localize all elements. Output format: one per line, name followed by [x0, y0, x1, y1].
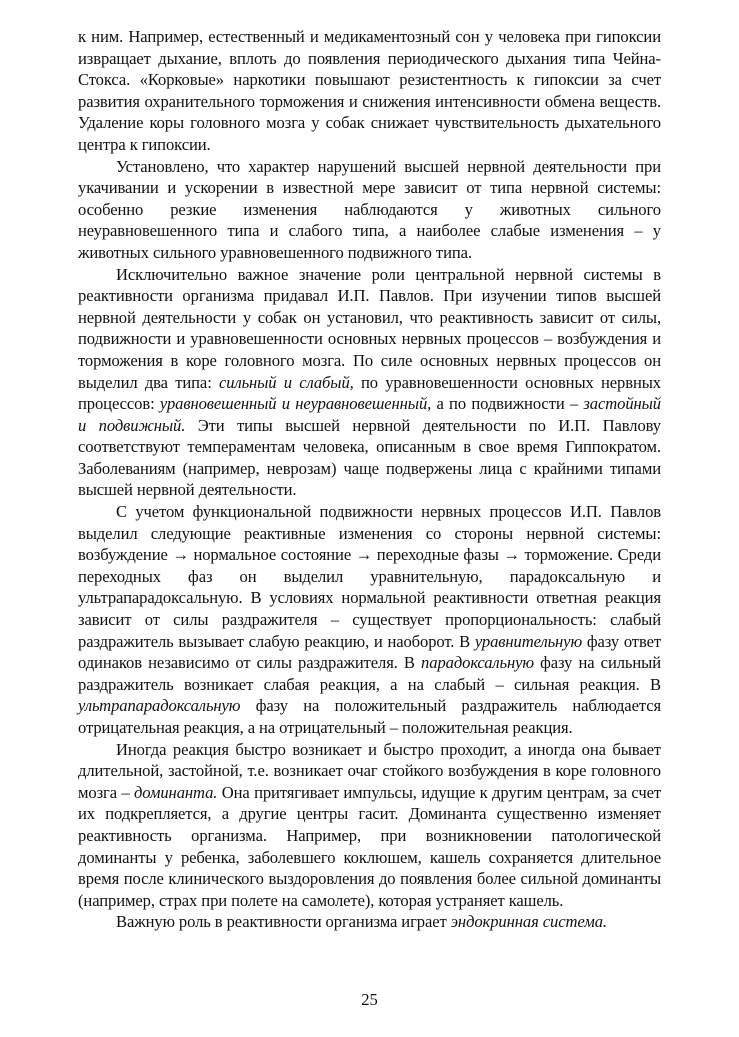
- paragraph-4: [78, 501, 661, 739]
- paragraph-6: [78, 911, 661, 933]
- paragraph-2-text: Установлено, что характер нарушений высшей нервной деятельности при укачивании и ускорении в известной мере зависит от типа нервной системы: особенно резкие изменения наблюдаются у животных сильного неуравновешенного типа и слабого типа, а наиболее слабые изменения – у животных сильного уравновешенного подвижного типа.: [78, 156, 661, 262]
- paragraph-3-italic-b: сильный и слабый,: [218, 372, 354, 392]
- paragraph-3-italic-d: уравновешенный и неуравновешенный,: [159, 394, 432, 414]
- paragraph-2: [78, 156, 661, 264]
- paragraph-4-italic-b: уравнительную: [474, 631, 583, 651]
- body-text: [78, 26, 661, 933]
- paragraph-5-text-c: Она притягивает импульсы, идущие к другим центрам, за счет их подкрепляется, а другие центры гасит. Доминанта существенно изменяет реактивность организма. Например, при возникновении патологической доминанты у ребенка, заболевшего коклюшем, кашель сохраняется длительное время после клинического выздоровления до появления более сильной доминанты (например, страх при полете на самолете), которая устраняет кашель.: [78, 782, 661, 910]
- paragraph-1-text: к ним. Например, естественный и медикаментозный сон у человека при гипоксии извращает дыхание, вплоть до появления периодического дыхания типа Чейна-Стокса. «Корковые» наркотики повышают резистентность к гипоксии за счет развития охранительного торможения и снижения интенсивности обмена веществ. Удаление коры головного мозга у собак снижает чувствительность дыхательного центра к гипоксии.: [78, 27, 661, 154]
- paragraph-3-text-c: по уравновешенности основных нервных процессов:: [78, 372, 661, 414]
- paragraph-4-text-a: С учетом функциональной подвижности нервных процессов И.П. Павлов выделил следующие реактивные изменения со стороны нервной системы: возбуждение → нормальное состояние → переходные фазы → торможение. Среди переходных фаз он выделил уравнительную, парадоксальную и ультрапарадоксальную. В условиях нормальной реактивности ответная реакция зависит от силы раздражителя – существует пропорциональность: слабый раздражитель вызывает слабую реакцию, и наоборот. В: [78, 502, 661, 651]
- paragraph-3-text-g: Эти типы высшей нервной деятельности по И.П. Павлову соответствуют темпераментам человека, описанным в свое время Гиппократом. Заболеваниям (например, неврозам) чаще подвержены лица с крайними типами высшей нервной деятельности.: [78, 415, 662, 500]
- paragraph-4-italic-d: парадоксальную: [421, 653, 534, 673]
- paragraph-4-italic-f: ультрапарадоксальную: [78, 696, 241, 716]
- paragraph-5-italic-b: доминанта.: [134, 782, 218, 802]
- paragraph-continuation: [78, 26, 661, 156]
- paragraph-6-italic-b: эндокринная система.: [450, 912, 607, 932]
- paragraph-3-italic-f: застойный и подвижный.: [78, 394, 661, 435]
- paragraph-5: [78, 739, 661, 912]
- paragraph-3-text-a: Исключительно важное значение роли центральной нервной системы в реактивности организма придавал И.П. Павлов. При изучении типов высшей нервной деятельности у собак он установил, что реактивность зависит от силы, подвижности и уравновешенности основных нервных процессов – возбуждения и торможения в коре головного мозга. По силе основных нервных процессов он выделил два типа:: [78, 264, 661, 392]
- paragraph-3-text-e: а по подвижности –: [431, 394, 584, 414]
- paragraph-5-text-a: Иногда реакция быстро возникает и быстро проходит, а иногда она бывает длительной, застойной, т.е. возникает очаг стойкого возбуждения в коре головного мозга –: [78, 739, 661, 802]
- paragraph-4-text-g: фазу на положительный раздражитель наблюдается отрицательная реакция, а на отрицательный – положительная реакция.: [78, 696, 661, 737]
- paragraph-3: [78, 264, 661, 502]
- paragraph-4-text-e: фазу на сильный раздражитель возникает слабая реакция, а на слабый – сильная реакция. В: [78, 653, 661, 694]
- paragraph-4-text-c: фазу ответ одинаков независимо от силы раздражителя. В: [78, 631, 661, 673]
- paragraph-6-text-a: Важную роль в реактивности организма играет: [116, 912, 451, 932]
- page-number: 25: [361, 990, 378, 1009]
